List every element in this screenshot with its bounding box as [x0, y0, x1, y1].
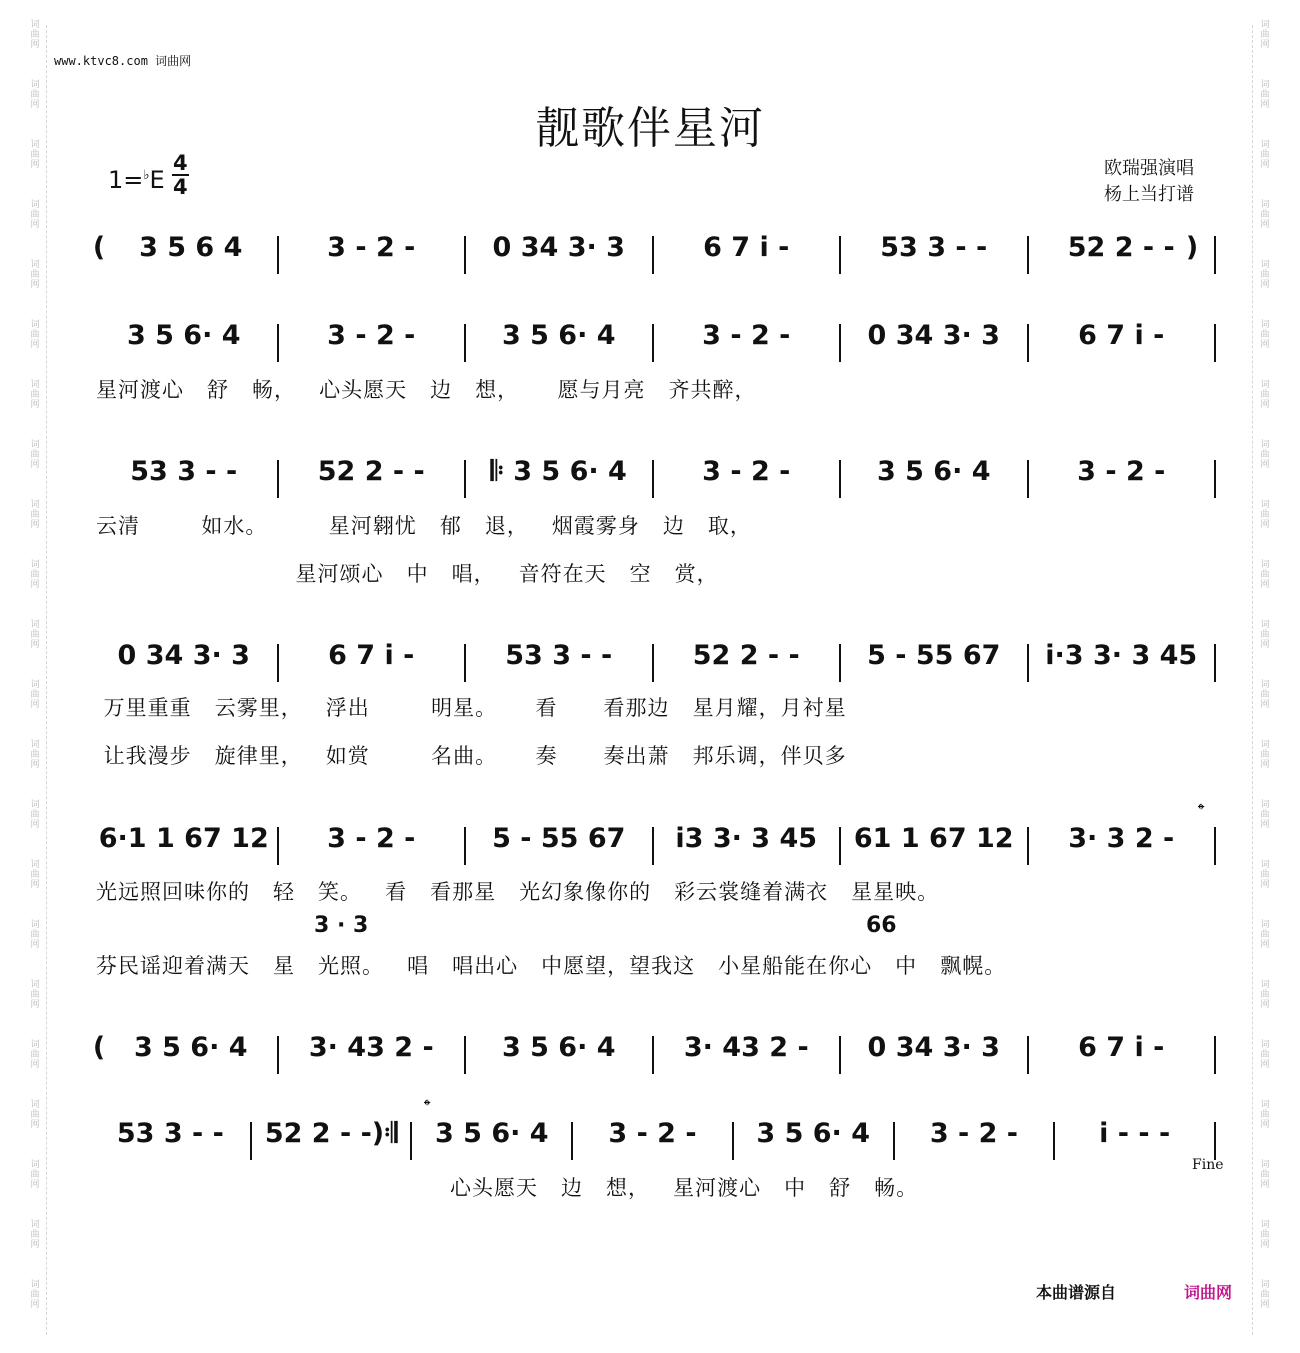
measure: 52 2 - -	[317, 456, 425, 487]
measure: 52 2 - -	[1067, 232, 1175, 263]
footer-brand: 词曲网	[1184, 1283, 1233, 1302]
barline	[1214, 827, 1216, 865]
measure: 3· 43 2 -	[683, 1032, 809, 1063]
measure: i·3 3· 3 45	[1045, 640, 1198, 671]
notation-row	[90, 640, 1215, 700]
measure: 3 5 6· 4	[756, 1118, 870, 1149]
measure: 3 - 2 -	[702, 456, 791, 487]
measure: 6 7 i -	[703, 232, 790, 263]
measure: 53 3 - -	[880, 232, 988, 263]
notation-row	[90, 1032, 1215, 1092]
measure: 53 3 - -	[116, 1118, 224, 1149]
measure: 52 2 - -)𝄇	[264, 1118, 398, 1149]
measure: 52 2 - -	[692, 640, 800, 671]
measure: 5 - 55 67	[492, 823, 626, 854]
barline	[1214, 324, 1216, 362]
measure: 0 34 3· 3	[867, 1032, 1000, 1063]
barline	[1214, 236, 1216, 274]
repeat-open-paren: (	[92, 1032, 106, 1063]
measure: 𝄆 3 5 6· 4	[490, 456, 627, 487]
measure: 53 3 - -	[130, 456, 238, 487]
divider-left	[46, 25, 47, 1335]
song-title: 靓歌伴星河	[535, 103, 765, 154]
lyrics-line-5: 心头愿天 边 想， 星河渡心 中 舒 畅。	[450, 1176, 919, 1200]
measure: 3 5 6· 4	[876, 456, 991, 487]
measure: 3 5 6· 4	[501, 320, 616, 351]
lyrics-line-3b: 让我漫步 旋律里， 如赏 名曲。 奏 奏出萧 邦乐调，伴贝多	[96, 744, 847, 768]
credits	[1104, 156, 1194, 208]
measure: 3 5 6· 4	[434, 1118, 549, 1149]
lyrics-line-1: 星河渡心 舒 畅， 心头愿天 边 想， 愿与月亮 齐共醉，	[96, 378, 757, 402]
singer-credit: 欧瑞强演唱	[1104, 158, 1194, 179]
measure: 3 - 2 -	[929, 1118, 1018, 1149]
lyrics-line-2b: 星河颂心 中 唱， 音符在天 空 赏，	[96, 562, 719, 586]
coda-icon: 𝄌	[424, 1096, 431, 1117]
measure: 3 - 2 -	[327, 823, 416, 854]
transcriber-credit: 杨上当打谱	[1104, 184, 1194, 205]
repeat-close-paren: )	[1185, 232, 1199, 263]
measure: i - - -	[1099, 1118, 1171, 1149]
measure: 6 7 i -	[1078, 320, 1165, 351]
time-bottom: 4	[173, 175, 188, 199]
notation-row	[90, 456, 1215, 516]
key-signature	[108, 166, 165, 194]
repeat-open-paren: (	[92, 232, 106, 263]
barline	[1214, 460, 1216, 498]
lyrics-line-4b: 芬民谣迎着满天 星 光照。 唱 唱出心 中愿望，望我这 小星船能在你心 中 飘幌。	[96, 954, 1007, 978]
notation-row	[90, 1118, 1215, 1178]
watermark-left: 词 曲 网 词 曲 网 词 曲 网 词 曲 网 词 曲 网 词 曲 网 词 曲 网 词 曲 网 词 曲 网 词 曲 网 词 曲 网 词 曲 网 词 曲 网 词 曲 网 词 曲 网 词 曲 网 词 曲 网 词 曲 网 词 曲 网 词 曲 网 词 曲 网 词 曲 网	[30, 20, 40, 1310]
measure: 3· 43 2 -	[308, 1032, 434, 1063]
measure: 3 - 2 -	[327, 320, 416, 351]
measure: 3 5 6· 4	[501, 1032, 616, 1063]
measure: 3 5 6· 4	[126, 320, 241, 351]
measure: 0 34 3· 3	[867, 320, 1000, 351]
measure: 0 34 3· 3	[117, 640, 250, 671]
footer-label: 本曲谱源自	[1036, 1283, 1117, 1302]
measure: 3 5 6· 4	[133, 1032, 248, 1063]
measure: 3 - 2 -	[608, 1118, 697, 1149]
key-note: E	[149, 166, 165, 194]
notation-row	[90, 823, 1215, 883]
measure: 53 3 - -	[505, 640, 613, 671]
measure: 3 - 2 -	[1077, 456, 1166, 487]
fine-marker: Fine	[1192, 1157, 1224, 1173]
notation-row	[90, 232, 1215, 292]
measure: 61 1 67 12	[853, 823, 1014, 854]
alt-notes-a: 3 · 3	[314, 913, 369, 938]
measure: 3 5 6 4	[139, 232, 243, 263]
time-signature	[172, 152, 189, 198]
measure: 5 - 55 67	[867, 640, 1001, 671]
lyrics-line-4a: 光远照回味你的 轻 笑。 看 看那星 光幻象像你的 彩云裳缝着满衣 星星映。	[96, 880, 940, 904]
measure: 0 34 3· 3	[492, 232, 625, 263]
barline	[1214, 1122, 1216, 1160]
time-top: 4	[173, 151, 188, 175]
divider-right	[1252, 25, 1253, 1335]
barline	[1214, 644, 1216, 682]
barline	[1214, 1036, 1216, 1074]
measure: 3 - 2 -	[702, 320, 791, 351]
lyrics-line-3a: 万里重重 云雾里， 浮出 明星。 看 看那边 星月耀，月衬星	[96, 696, 847, 720]
source-url: www.ktvc8.com 词曲网	[54, 54, 192, 68]
watermark-right: 词 曲 网 词 曲 网 词 曲 网 词 曲 网 词 曲 网 词 曲 网 词 曲 网 词 曲 网 词 曲 网 词 曲 网 词 曲 网 词 曲 网 词 曲 网 词 曲 网 词 曲 网 词 曲 网 词 曲 网 词 曲 网 词 曲 网 词 曲 网 词 曲 网 词 曲 网	[1260, 20, 1270, 1310]
key-prefix: 1=	[108, 166, 144, 194]
flat-icon: ♭	[143, 168, 150, 183]
measure: 3 - 2 -	[327, 232, 416, 263]
lyrics-line-2a: 云清 如水。 星河翱忧 郁 退， 烟霞雾身 边 取，	[96, 514, 752, 538]
measure: i3 3· 3 45	[675, 823, 818, 854]
alt-notes-b: 66	[866, 913, 897, 938]
measure: 6·1 1 67 12	[98, 823, 269, 854]
measure: 6 7 i -	[328, 640, 415, 671]
coda-icon: 𝄌	[1198, 800, 1205, 821]
notation-row	[90, 320, 1215, 380]
measure: 3· 3 2 -	[1068, 823, 1175, 854]
measure: 6 7 i -	[1078, 1032, 1165, 1063]
